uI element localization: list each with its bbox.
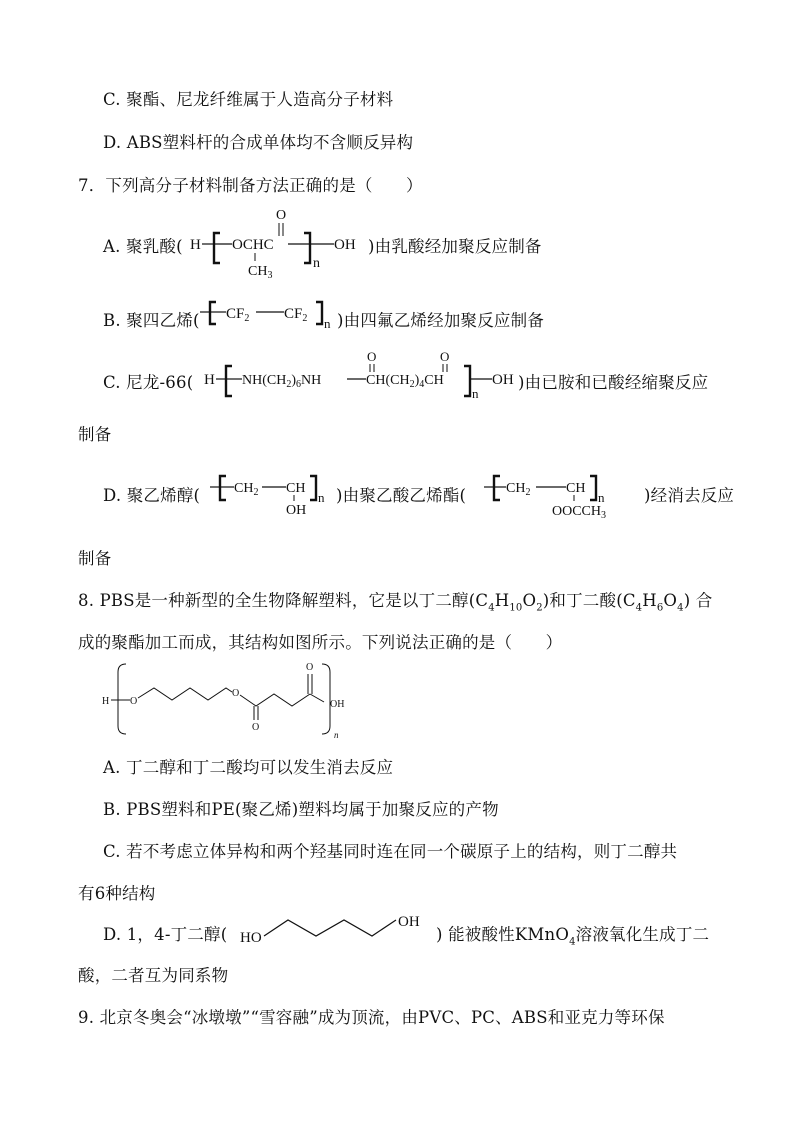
formula-oh: OH <box>334 237 356 253</box>
formula-h: H <box>204 372 215 388</box>
option-6d: D. ABS塑料杆的合成单体均不含顺反异构 <box>103 133 414 152</box>
ptfe-formula <box>200 296 340 332</box>
option-7d-middle: )由聚乙酸乙烯酯( <box>336 486 467 505</box>
option-7b-prefix: B. 聚四乙烯( <box>103 311 200 330</box>
option-8a: A. 丁二醇和丁二酸均可以发生消去反应 <box>103 758 394 777</box>
option-7a-prefix: A. 聚乳酸( <box>103 237 183 256</box>
option-7d <box>103 482 200 506</box>
question-9-stem: 9. 北京冬奥会“冰墩墩”“雪容融”成为顶流，由PVC、PC、ABS和亚克力等环保 <box>78 1008 665 1027</box>
formula-carbonyl-o-2: O <box>440 350 450 364</box>
formula-adipoyl: $CH(CH_2)_4CH$ <box>366 373 444 390</box>
struct-oh: OH <box>330 699 345 710</box>
formula-ochc: OCHC <box>232 237 274 253</box>
formula-ch2: $CH_2$ <box>506 481 531 498</box>
option-7b <box>103 307 200 331</box>
formula-hexamethylene: $NH(CH_2)_6NH$ <box>242 373 322 390</box>
struct-h: H <box>102 696 110 707</box>
struct-n: n <box>334 730 339 740</box>
question-8-stem-line1: 8. PBS是一种新型的全生物降解塑料，它是以丁二醇$(C_4H_{10}O_2)$和丁二酸$(C_4H_6O_4)$ 合 <box>78 591 713 614</box>
formula-n: n <box>324 316 331 331</box>
struct-o1: O <box>130 696 138 707</box>
option-7b-suffix: )由四氟乙烯经加聚反应制备 <box>337 311 545 330</box>
option-8d <box>103 921 227 945</box>
nylon-66-formula <box>204 350 526 402</box>
option-6c: C. 聚酯、尼龙纤维属于人造高分子材料 <box>103 90 394 109</box>
formula-cf2-a: $CF_2$ <box>226 306 250 324</box>
formula-ch2: $CH_2$ <box>234 481 259 498</box>
option-8c-line2: 有6种结构 <box>78 884 156 903</box>
option-7c-prefix: C. 尼龙-66( <box>103 373 194 392</box>
struct-o3: O <box>252 722 260 733</box>
formula-ester: $OOCCH_3$ <box>552 504 607 520</box>
formula-carbonyl-o: O <box>276 208 287 223</box>
question-8-stem-line2: 成的聚酯加工而成，其结构如图所示。下列说法正确的是（ ） <box>78 633 563 652</box>
formula-n: n <box>598 490 605 505</box>
option-8c-line1: C. 若不考虑立体异构和两个羟基同时连在同一个碳原子上的结构，则丁二醇共 <box>103 842 678 861</box>
option-7c <box>103 369 193 393</box>
option-8d-continuation: 酸，二者互为同系物 <box>78 966 229 985</box>
formula-n: n <box>472 386 479 401</box>
option-7a-suffix: )由乳酸经加聚反应制备 <box>368 237 542 256</box>
option-8b: B. PBS塑料和PE(聚乙烯)塑料均属于加聚反应的产物 <box>103 800 499 819</box>
option-7d-suffix: )经消去反应 <box>644 486 735 505</box>
option-7d-prefix: D. 聚乙烯醇( <box>103 486 201 505</box>
formula-methyl: $CH_3$ <box>248 264 273 281</box>
struct-o4: O <box>306 662 314 673</box>
struct-oh: OH <box>398 914 420 930</box>
option-7a <box>103 233 183 257</box>
formula-ch: CH <box>286 481 306 496</box>
formula-oh: OH <box>286 503 307 518</box>
struct-ho: HO <box>240 930 262 946</box>
polylactic-acid-formula <box>188 203 378 281</box>
option-8d-prefix: D. 1，4-丁二醇( <box>103 925 228 944</box>
formula-carbonyl-o-1: O <box>367 350 377 364</box>
formula-n: n <box>313 256 320 271</box>
question-7-stem: 7．下列高分子材料制备方法正确的是（ ） <box>78 176 423 195</box>
option-7d-continuation: 制备 <box>78 549 112 568</box>
option-7c-continuation: 制备 <box>78 425 112 444</box>
pbs-structure <box>98 658 360 740</box>
butanediol-structure <box>240 906 436 952</box>
formula-n: n <box>318 490 325 505</box>
formula-oh: OH <box>492 372 514 388</box>
polyvinyl-acetate-formula <box>484 470 644 520</box>
formula-cf2-b: $CF_2$ <box>284 306 308 324</box>
polyvinyl-alcohol-formula <box>210 470 338 518</box>
option-7c-suffix: )由已胺和已酸经缩聚反应 <box>518 373 709 392</box>
option-8d-suffix: ) 能被酸性KMnO$_4$溶液氧化生成丁二 <box>436 925 710 948</box>
formula-ch: CH <box>566 481 586 496</box>
formula-h: H <box>190 237 201 253</box>
struct-o2: O <box>232 688 240 699</box>
